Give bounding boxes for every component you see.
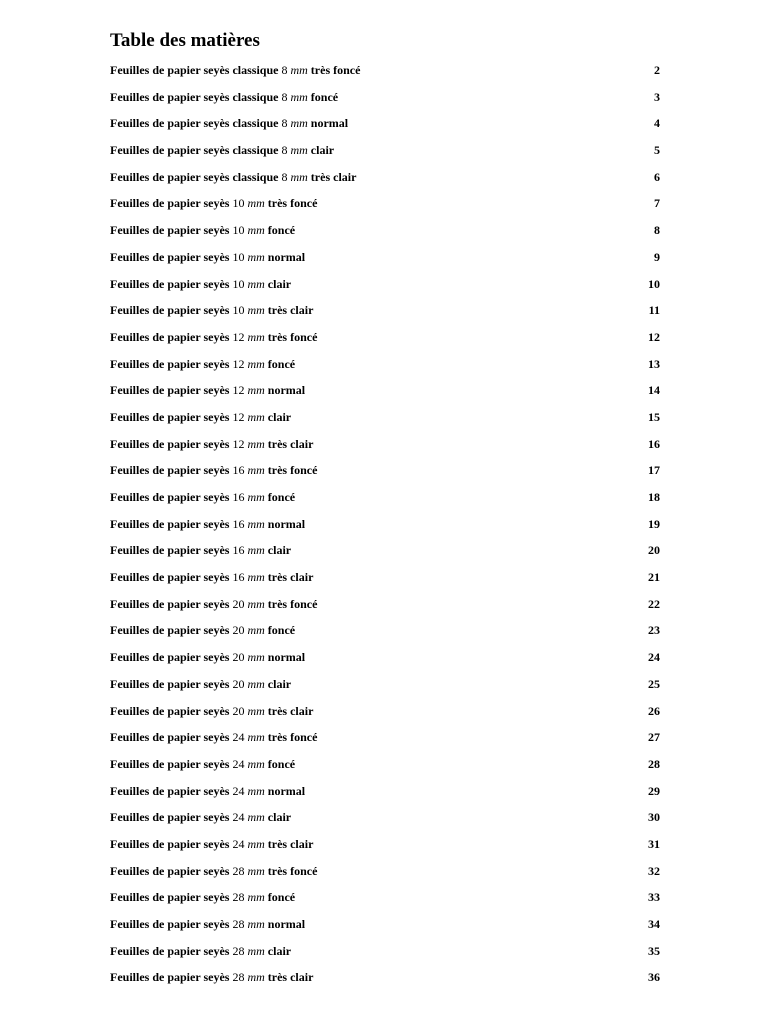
- toc-entry-prefix: Feuilles de papier seyès: [110, 836, 230, 851]
- toc-entry-page-number[interactable]: 20: [648, 543, 660, 558]
- toc-entry-size: 10: [232, 276, 245, 291]
- toc-entry-prefix: Feuilles de papier seyès classique: [110, 89, 279, 104]
- toc-entry-shade: clair: [267, 810, 292, 825]
- toc-entry-shade: clair: [267, 943, 292, 958]
- toc-entry-size: 12: [232, 436, 245, 451]
- toc-entry-title[interactable]: [110, 591, 317, 618]
- toc-entry-size: 12: [232, 409, 245, 424]
- toc-entry-unit: mm: [247, 409, 265, 424]
- toc-entry[interactable]: [110, 778, 660, 805]
- toc-entry-size: 16: [232, 463, 245, 478]
- toc-entry-size: 24: [232, 730, 245, 745]
- toc-entry-page-number[interactable]: 11: [648, 303, 660, 318]
- toc-entry-page-number[interactable]: 15: [648, 409, 660, 424]
- toc-entry[interactable]: [110, 644, 660, 671]
- toc-entry-unit: mm: [247, 836, 265, 851]
- toc-entry-prefix: Feuilles de papier seyès: [110, 276, 230, 291]
- toc-entry-prefix: Feuilles de papier seyès: [110, 543, 230, 558]
- toc-entry-page-number[interactable]: 18: [648, 490, 660, 504]
- toc-entry-shade: normal: [267, 383, 306, 398]
- toc-entry-title[interactable]: [110, 537, 291, 564]
- toc-entry-size: 16: [232, 570, 245, 585]
- toc-entry-page-number[interactable]: 36: [648, 970, 660, 985]
- toc-entry-shade: foncé: [267, 756, 296, 771]
- toc-entry-title[interactable]: [110, 244, 305, 271]
- toc-entry-shade: clair: [267, 543, 292, 558]
- toc-entry-size: 10: [232, 303, 245, 318]
- toc-entry-shade: très foncé: [267, 463, 318, 478]
- toc-entry-unit: mm: [247, 570, 265, 585]
- toc-entry-page-number[interactable]: 3: [654, 89, 660, 104]
- toc-entry[interactable]: [110, 84, 660, 111]
- toc-entry-size: 16: [232, 490, 245, 504]
- toc-entry-size: 8: [281, 143, 288, 158]
- toc-entry-title[interactable]: [110, 751, 295, 778]
- toc-entry-unit: mm: [247, 596, 265, 611]
- toc-entry-page-number[interactable]: 7: [654, 196, 660, 211]
- toc-entry-prefix: Feuilles de papier seyès: [110, 436, 230, 451]
- toc-entry-prefix: Feuilles de papier seyès classique: [110, 169, 279, 184]
- toc-entry-size: 10: [232, 196, 245, 211]
- toc-entry-prefix: Feuilles de papier seyès: [110, 730, 230, 745]
- toc-entry-prefix: Feuilles de papier seyès: [110, 623, 230, 638]
- toc-entry-title[interactable]: [110, 617, 295, 644]
- toc-entry-prefix: Feuilles de papier seyès: [110, 329, 230, 344]
- toc-entry-title[interactable]: [110, 404, 291, 431]
- toc-entry-shade: normal: [310, 116, 349, 131]
- toc-entry-unit: mm: [247, 623, 265, 638]
- toc-entry-shade: foncé: [267, 223, 296, 238]
- toc-entry-size: 24: [232, 756, 245, 771]
- toc-entry-shade: très clair: [267, 836, 314, 851]
- toc-entry-unit: mm: [247, 703, 265, 718]
- toc-entry-shade: clair: [310, 143, 335, 158]
- toc-entry[interactable]: [110, 484, 660, 511]
- toc-entry-shade: foncé: [267, 490, 296, 504]
- toc-entry-unit: mm: [247, 356, 265, 371]
- toc-entry-shade: normal: [267, 783, 306, 798]
- toc-entry-title[interactable]: [110, 190, 317, 217]
- toc-entry-title[interactable]: [110, 804, 291, 831]
- toc-entry-size: 24: [232, 836, 245, 851]
- toc-entry-page-number[interactable]: 19: [648, 516, 660, 531]
- toc-entry-prefix: Feuilles de papier seyès classique: [110, 143, 279, 158]
- toc-entry-prefix: Feuilles de papier seyès: [110, 756, 230, 771]
- toc-entry[interactable]: [110, 377, 660, 404]
- toc-entry-page-number[interactable]: 34: [648, 917, 660, 931]
- toc-entry-prefix: Feuilles de papier seyès: [110, 596, 230, 611]
- toc-entry-page-number[interactable]: 31: [648, 836, 660, 851]
- toc-entry[interactable]: [110, 911, 660, 938]
- toc-entry-unit: mm: [290, 89, 308, 104]
- toc-entry-prefix: Feuilles de papier seyès: [110, 917, 230, 931]
- toc-entry[interactable]: [110, 537, 660, 564]
- toc-entry-size: 16: [232, 543, 245, 558]
- toc-entry[interactable]: [110, 324, 660, 351]
- toc-entry[interactable]: [110, 511, 660, 538]
- toc-entry-page-number[interactable]: 9: [654, 249, 660, 264]
- toc-entry-title[interactable]: [110, 484, 295, 511]
- toc-entry-size: 10: [232, 249, 245, 264]
- toc-entry-title[interactable]: [110, 57, 360, 84]
- toc-entry-page-number[interactable]: 21: [648, 570, 660, 585]
- toc-entry-page-number[interactable]: 10: [648, 276, 660, 291]
- toc-entry-page-number[interactable]: 25: [648, 676, 660, 691]
- toc-title: Table des matières: [110, 30, 260, 51]
- toc-entry-unit: mm: [247, 810, 265, 825]
- toc-entry-shade: très clair: [267, 303, 314, 318]
- toc-entry-size: 24: [232, 810, 245, 825]
- toc-entry-page-number[interactable]: 28: [648, 756, 660, 771]
- toc-entry[interactable]: [110, 884, 660, 911]
- toc-entry-shade: normal: [267, 650, 306, 665]
- toc-entry[interactable]: [110, 244, 660, 271]
- toc-entry-page-number[interactable]: 29: [648, 783, 660, 798]
- toc-entry-shade: normal: [267, 249, 306, 264]
- toc-entry-unit: mm: [247, 516, 265, 531]
- toc-entry-size: 12: [232, 383, 245, 398]
- toc-entry-title[interactable]: [110, 938, 291, 965]
- toc-entry-unit: mm: [247, 756, 265, 771]
- toc-list: [110, 57, 660, 991]
- toc-entry[interactable]: [110, 831, 660, 858]
- toc-entry-unit: mm: [290, 169, 308, 184]
- toc-entry-size: 20: [232, 596, 245, 611]
- toc-entry-unit: mm: [247, 783, 265, 798]
- toc-entry[interactable]: [110, 964, 660, 991]
- toc-entry-size: 16: [232, 516, 245, 531]
- toc-entry-page-number[interactable]: 32: [648, 863, 660, 878]
- toc-entry-unit: mm: [247, 943, 265, 958]
- toc-entry-prefix: Feuilles de papier seyès: [110, 196, 230, 211]
- toc-entry[interactable]: [110, 217, 660, 244]
- toc-entry-title[interactable]: [110, 271, 291, 298]
- toc-entry[interactable]: [110, 671, 660, 698]
- toc-entry-shade: foncé: [267, 623, 296, 638]
- toc-entry-shade: foncé: [267, 356, 296, 371]
- toc-entry[interactable]: [110, 271, 660, 298]
- toc-entry-title[interactable]: [110, 377, 305, 404]
- toc-entry-prefix: Feuilles de papier seyès: [110, 650, 230, 665]
- toc-entry-page-number[interactable]: 26: [648, 703, 660, 718]
- toc-entry-size: 24: [232, 783, 245, 798]
- toc-entry[interactable]: [110, 564, 660, 591]
- toc-entry-unit: mm: [247, 276, 265, 291]
- toc-entry-title[interactable]: [110, 964, 313, 991]
- toc-entry-title[interactable]: [110, 884, 295, 911]
- toc-entry[interactable]: [110, 698, 660, 725]
- toc-entry-prefix: Feuilles de papier seyès: [110, 810, 230, 825]
- toc-entry-shade: clair: [267, 409, 292, 424]
- toc-entry-title[interactable]: [110, 724, 317, 751]
- toc-entry[interactable]: [110, 190, 660, 217]
- toc-entry-size: 8: [281, 116, 288, 131]
- toc-entry[interactable]: [110, 164, 660, 191]
- toc-entry-shade: très foncé: [267, 863, 318, 878]
- toc-entry-prefix: Feuilles de papier seyès: [110, 703, 230, 718]
- toc-entry-page-number[interactable]: 14: [648, 383, 660, 398]
- toc-entry-size: 8: [281, 89, 288, 104]
- toc-entry-prefix: Feuilles de papier seyès: [110, 890, 230, 905]
- toc-entry-shade: très foncé: [267, 730, 318, 745]
- toc-entry[interactable]: [110, 351, 660, 378]
- toc-entry-page-number[interactable]: 17: [648, 463, 660, 478]
- toc-entry-prefix: Feuilles de papier seyès: [110, 223, 230, 238]
- toc-entry-size: 28: [232, 943, 245, 958]
- toc-entry-prefix: Feuilles de papier seyès: [110, 490, 230, 504]
- toc-entry-unit: mm: [290, 116, 308, 131]
- toc-entry-page-number[interactable]: 4: [654, 116, 660, 131]
- toc-entry-page-number[interactable]: 6: [654, 169, 660, 184]
- toc-entry-title[interactable]: [110, 698, 313, 725]
- toc-entry-prefix: Feuilles de papier seyès: [110, 943, 230, 958]
- toc-entry-size: 20: [232, 650, 245, 665]
- toc-entry-unit: mm: [247, 917, 265, 931]
- toc-entry-unit: mm: [247, 383, 265, 398]
- toc-entry-page-number[interactable]: 23: [648, 623, 660, 638]
- toc-entry-unit: mm: [247, 676, 265, 691]
- toc-entry-shade: très foncé: [267, 596, 318, 611]
- toc-entry-page-number[interactable]: 22: [648, 596, 660, 611]
- toc-entry-title[interactable]: [110, 564, 313, 591]
- toc-entry-page-number[interactable]: 27: [648, 730, 660, 745]
- toc-entry-shade: foncé: [267, 890, 296, 905]
- toc-entry-prefix: Feuilles de papier seyès: [110, 570, 230, 585]
- toc-entry-shade: très clair: [267, 970, 314, 985]
- toc-entry-title[interactable]: [110, 297, 313, 324]
- toc-entry[interactable]: [110, 457, 660, 484]
- toc-entry-shade: très foncé: [310, 63, 361, 77]
- toc-entry[interactable]: [110, 858, 660, 885]
- toc-entry[interactable]: [110, 591, 660, 618]
- toc-entry[interactable]: [110, 110, 660, 137]
- toc-entry-unit: mm: [247, 436, 265, 451]
- toc-entry-page-number[interactable]: 24: [648, 650, 660, 665]
- toc-entry-prefix: Feuilles de papier seyès: [110, 303, 230, 318]
- toc-entry-title[interactable]: [110, 137, 334, 164]
- toc-entry-title[interactable]: [110, 110, 348, 137]
- toc-entry-size: 8: [281, 169, 288, 184]
- toc-entry-unit: mm: [290, 63, 308, 77]
- toc-entry-shade: normal: [267, 917, 306, 931]
- toc-entry-shade: foncé: [310, 89, 339, 104]
- toc-entry-page-number[interactable]: 12: [648, 329, 660, 344]
- toc-entry-size: 28: [232, 970, 245, 985]
- toc-entry-unit: mm: [247, 223, 265, 238]
- toc-entry-title[interactable]: [110, 217, 295, 244]
- toc-entry-unit: mm: [247, 730, 265, 745]
- toc-entry-size: 28: [232, 890, 245, 905]
- toc-entry-title[interactable]: [110, 457, 317, 484]
- toc-entry[interactable]: [110, 938, 660, 965]
- toc-entry-shade: très foncé: [267, 196, 318, 211]
- toc-entry-prefix: Feuilles de papier seyès: [110, 783, 230, 798]
- toc-entry-shade: très clair: [267, 703, 314, 718]
- toc-entry-page-number[interactable]: 2: [654, 63, 660, 77]
- toc-entry-unit: mm: [247, 490, 265, 504]
- toc-entry[interactable]: [110, 297, 660, 324]
- toc-entry-unit: mm: [247, 543, 265, 558]
- toc-entry-prefix: Feuilles de papier seyès: [110, 863, 230, 878]
- toc-entry[interactable]: [110, 431, 660, 458]
- toc-entry-prefix: Feuilles de papier seyès: [110, 409, 230, 424]
- toc-entry-size: 20: [232, 623, 245, 638]
- toc-entry-unit: mm: [247, 890, 265, 905]
- toc-entry-title[interactable]: [110, 164, 356, 191]
- toc-entry-title[interactable]: [110, 778, 305, 805]
- toc-entry-title[interactable]: [110, 831, 313, 858]
- toc-entry-page-number[interactable]: 16: [648, 436, 660, 451]
- toc-entry-prefix: Feuilles de papier seyès: [110, 516, 230, 531]
- toc-entry-title[interactable]: [110, 84, 338, 111]
- toc-entry[interactable]: [110, 804, 660, 831]
- toc-entry-unit: mm: [247, 249, 265, 264]
- toc-entry[interactable]: [110, 57, 660, 84]
- toc-entry-unit: mm: [247, 650, 265, 665]
- toc-entry-page-number[interactable]: 13: [648, 356, 660, 371]
- toc-entry-shade: très clair: [310, 169, 357, 184]
- toc-entry[interactable]: [110, 724, 660, 751]
- toc-entry[interactable]: [110, 617, 660, 644]
- toc-entry-size: 28: [232, 917, 245, 931]
- toc-entry-prefix: Feuilles de papier seyès: [110, 463, 230, 478]
- toc-entry-unit: mm: [247, 463, 265, 478]
- toc-entry-page-number[interactable]: 30: [648, 810, 660, 825]
- toc-entry-size: 10: [232, 223, 245, 238]
- toc-entry-unit: mm: [247, 863, 265, 878]
- toc-entry-page-number[interactable]: 5: [654, 143, 660, 158]
- toc-entry[interactable]: [110, 137, 660, 164]
- toc-entry-title[interactable]: [110, 671, 291, 698]
- toc-entry-shade: clair: [267, 276, 292, 291]
- toc-entry[interactable]: [110, 404, 660, 431]
- toc-entry-prefix: Feuilles de papier seyès: [110, 383, 230, 398]
- toc-entry-prefix: Feuilles de papier seyès: [110, 970, 230, 985]
- toc-entry-size: 12: [232, 356, 245, 371]
- toc-entry-prefix: Feuilles de papier seyès: [110, 356, 230, 371]
- toc-entry-prefix: Feuilles de papier seyès: [110, 676, 230, 691]
- toc-entry-title[interactable]: [110, 644, 305, 671]
- toc-entry-prefix: Feuilles de papier seyès classique: [110, 116, 279, 131]
- toc-entry-title[interactable]: [110, 858, 317, 885]
- toc-entry-page-number[interactable]: 8: [654, 223, 660, 238]
- toc-entry-shade: clair: [267, 676, 292, 691]
- toc-entry-shade: très foncé: [267, 329, 318, 344]
- toc-entry[interactable]: [110, 751, 660, 778]
- toc-entry-title[interactable]: [110, 911, 305, 938]
- toc-entry-shade: normal: [267, 516, 306, 531]
- toc-entry-size: 20: [232, 676, 245, 691]
- toc-entry-unit: mm: [247, 303, 265, 318]
- toc-entry-title[interactable]: [110, 324, 317, 351]
- toc-entry-prefix: Feuilles de papier seyès: [110, 249, 230, 264]
- toc-entry-size: 12: [232, 329, 245, 344]
- toc-entry-shade: très clair: [267, 436, 314, 451]
- toc-entry-title[interactable]: [110, 351, 295, 378]
- toc-entry-title[interactable]: [110, 511, 305, 538]
- toc-entry-size: 20: [232, 703, 245, 718]
- toc-entry-title[interactable]: [110, 431, 313, 458]
- toc-entry-unit: mm: [290, 143, 308, 158]
- toc-entry-size: 8: [281, 63, 288, 77]
- toc-entry-page-number[interactable]: 35: [648, 943, 660, 958]
- toc-entry-unit: mm: [247, 329, 265, 344]
- toc-entry-page-number[interactable]: 33: [648, 890, 660, 905]
- toc-entry-unit: mm: [247, 196, 265, 211]
- toc-entry-shade: très clair: [267, 570, 314, 585]
- toc-entry-size: 28: [232, 863, 245, 878]
- toc-entry-unit: mm: [247, 970, 265, 985]
- toc-entry-prefix: Feuilles de papier seyès classique: [110, 63, 279, 77]
